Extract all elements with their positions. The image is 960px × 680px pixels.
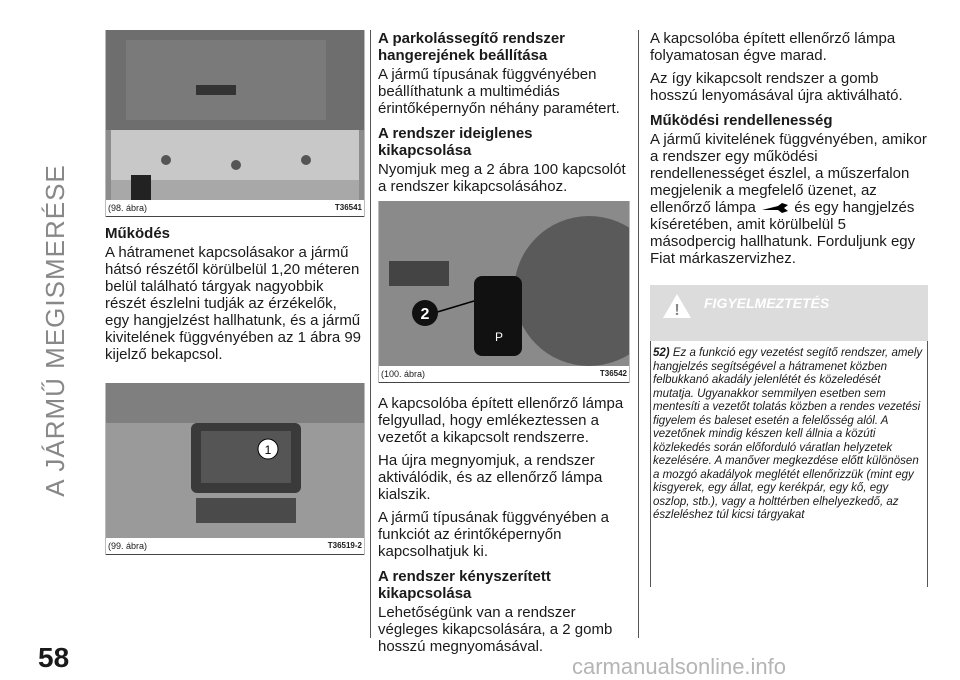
column-divider (638, 30, 639, 638)
figure-99: 1 (99. ábra) T36519-2 (105, 383, 365, 555)
paragraph: A jármű típusának függvényében a funkciót az érintőképernyőn kapcsolhatjuk ki. (378, 509, 609, 560)
column-divider (370, 30, 371, 638)
warning-header: ! FIGYELMEZTETÉS (650, 285, 928, 341)
figure-98: (98. ábra) T36541 (105, 30, 365, 217)
paragraph: Lehetőségünk van a rendszer végleges kikapcsolására, a 2 gomb hosszú megnyomásával. (378, 604, 613, 655)
heading-hangero: A parkolássegítő rendszer hangerejének beállítása (378, 30, 566, 64)
section-side-title: A JÁRMŰ MEGISMERÉSE (39, 163, 70, 497)
warning-triangle-icon (662, 293, 692, 319)
paragraph: Ha újra megnyomjuk, a rendszer aktiválódik, és az ellenőrző lámpa kialszik. (378, 452, 603, 503)
paragraph: Az így kikapcsolt rendszer a gomb hosszú lenyomásával újra aktiválható. (650, 70, 903, 104)
page-number: 58 (38, 642, 70, 673)
paragraph: A jármű kivitelének függvényében, amikor a rendszer egy működési rendellenességet észlel, a műszerfalon megjelenik a megfelelő üzenet, az ellenőrző lámpa és egy hangjelzés kíséretében, amit körülbelül 5 másodpercig hallhatunk. Forduljunk egy Fiat márkaszervizhez. (650, 131, 927, 267)
paragraph: A jármű típusának függvényében beállíthatunk a multimédiás érintőképernyőn néhány paramétert. (378, 66, 620, 117)
heading-ideiglenes: A rendszer ideiglenes kikapcsolása (378, 125, 533, 159)
callout-2: 2 (420, 306, 430, 323)
column-3 (650, 30, 928, 587)
column-1 (105, 30, 365, 555)
figure-100: P 2 (100. ábra) T36542 (378, 201, 630, 383)
watermark: carmanualsonline.info (572, 654, 787, 679)
rear-bumper-sensors-image (106, 30, 364, 200)
svg-text:!: ! (674, 302, 680, 319)
heading-mukodes: Működés (105, 225, 171, 242)
paragraph: A hátramenet kapcsolásakor a jármű hátsó részétől körülbelül 1,20 méteren belül található tárgyak nagyobbik részét észlelni tudják az érzékelők, egy hangjelzést hallhatunk, és a jármű kivitelének függvényében az 1 ábra 99 kijelző bekapcsol. (105, 244, 362, 363)
warning-text: 52) Ez a funkció egy vezetést segítő rendszer, amely hangjelzés segítségével a hátramenet közben felbukkanó akadály jelenlétét és közeledését mutatja. Ugyanakkor semmilyen esetben sem mentesíti a vezetőt tolatás közben a rendes vezetési figyelem és baleset esetén a felelősség alól. A vezetőnek mindig készen kell állnia a közúti közlekedés során előforduló váratlan helyzetek kezelésére. A manőver megkezdése előtt különösen a mozgó akadályok meglétét ellenőrizzük (mint egy kisgyerek, egy állat, egy kerékpár, egy kő, egy oszlop, stb.), vagy a holttérben elhelyezkedő, az észleléshez túl kicsi tárgyakat (650, 341, 928, 587)
svg-text:P: P (494, 330, 504, 344)
dashboard-display-image (106, 383, 364, 538)
wrench-icon (760, 201, 790, 215)
paragraph: A kapcsolóba épített ellenőrző lámpa folyamatosan égve marad. (650, 30, 896, 64)
heading-rendellenesseg: Működési rendellenesség (650, 112, 833, 129)
paragraph: A kapcsolóba épített ellenőrző lámpa felgyullad, hogy emlékeztessen a vezetőt a kikapcsolt rendszerre. (378, 395, 624, 446)
parking-sensor-switch-image (379, 201, 629, 366)
heading-kenyszeritett: A rendszer kényszerített kikapcsolása (378, 568, 551, 602)
callout-1: 1 (264, 443, 272, 457)
paragraph: Nyomjuk meg a 2 ábra 100 kapcsolót a rendszer kikapcsolásához. (378, 161, 626, 195)
column-2 (378, 30, 630, 661)
